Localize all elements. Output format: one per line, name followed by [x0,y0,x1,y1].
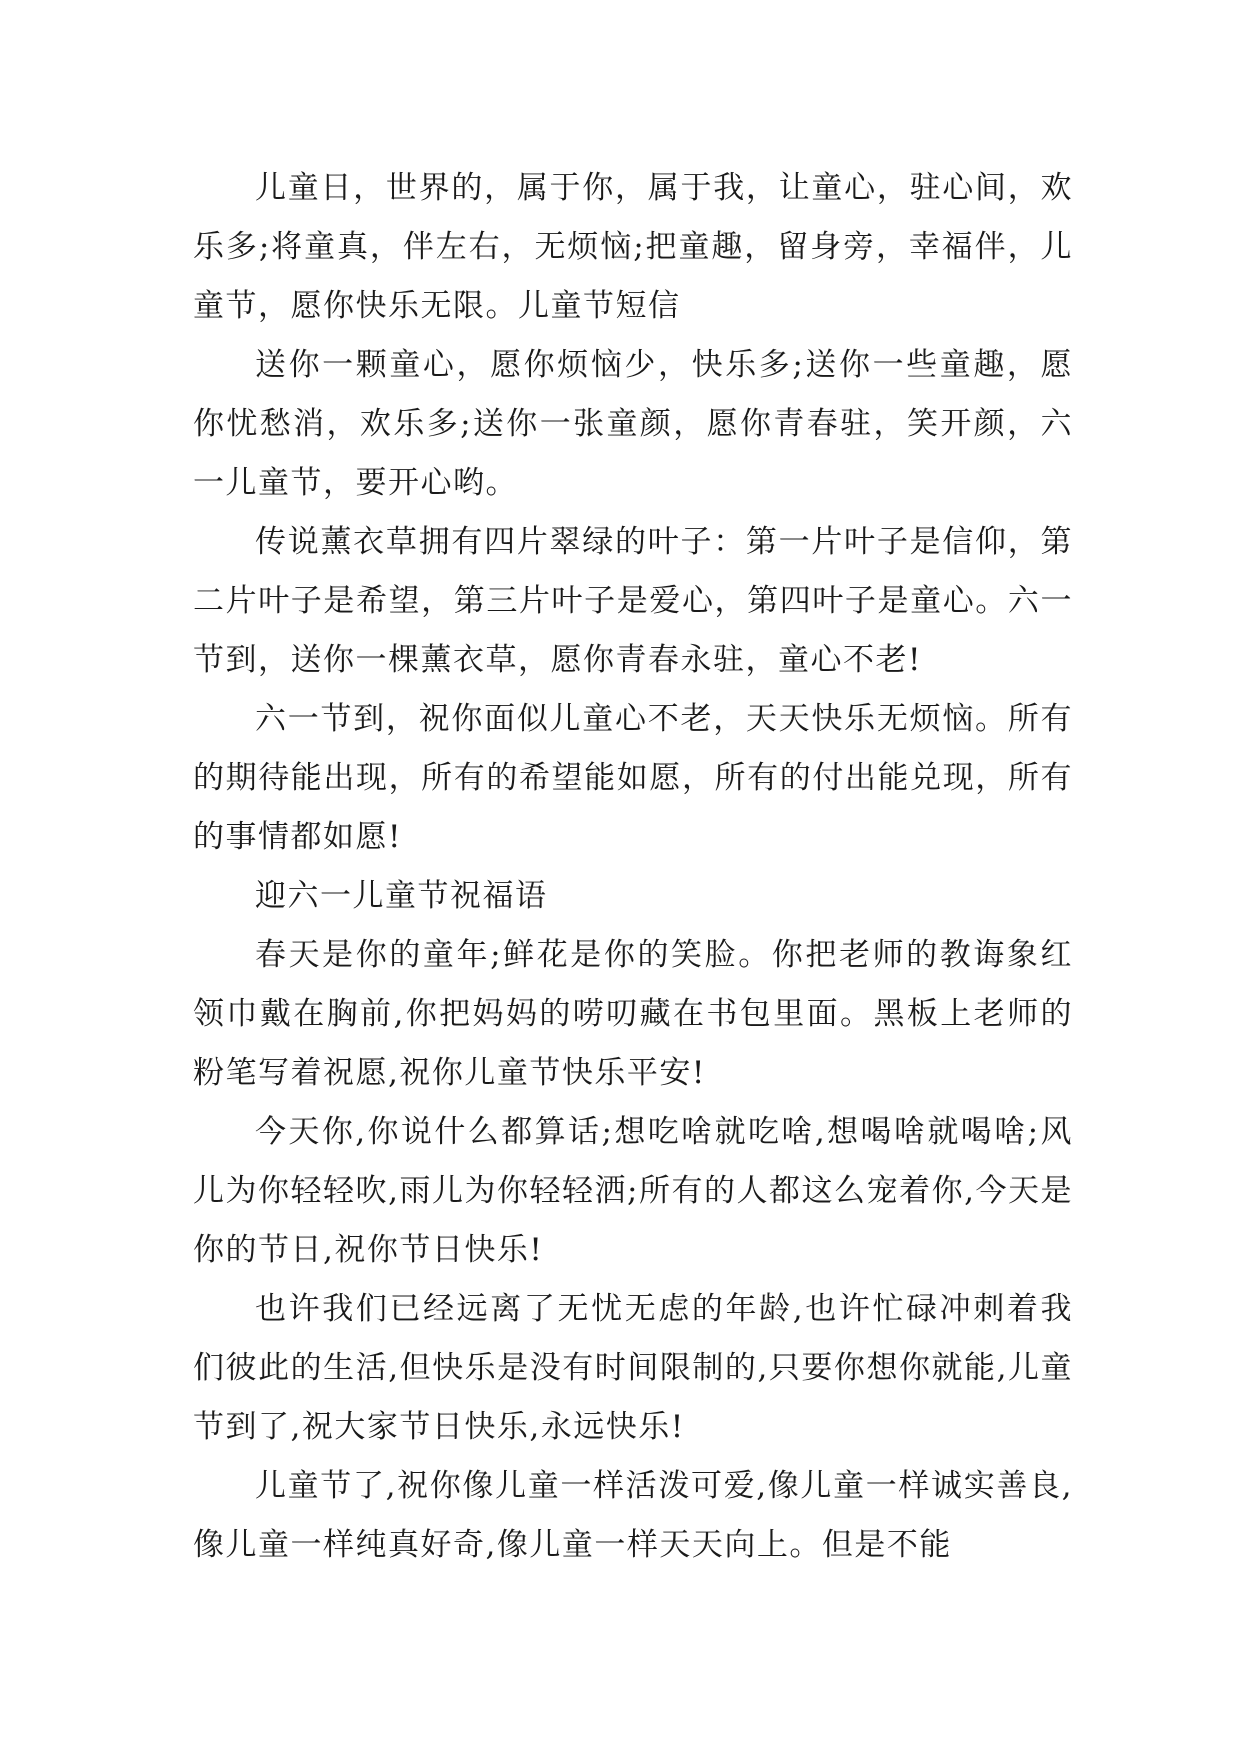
paragraph-5: 春天是你的童年;鲜花是你的笑脸。你把老师的教诲象红领巾戴在胸前,你把妈妈的唠叨藏在书包里面。黑板上老师的粉笔写着祝愿,祝你儿童节快乐平安! [193,937,1073,1091]
document-body [193,159,1073,1575]
paragraph-6: 今天你,你说什么都算话;想吃啥就吃啥,想喝啥就喝啥;风儿为你轻轻吹,雨儿为你轻轻洒;所有的人都这么宠着你,今天是你的节日,祝你节日快乐! [193,1114,1073,1268]
paragraph-8: 儿童节了,祝你像儿童一样活泼可爱,像儿童一样诚实善良,像儿童一样纯真好奇,像儿童一样天天向上。但是不能 [193,1468,1073,1563]
paragraph-4: 六一节到，祝你面似儿童心不老，天天快乐无烦恼。所有的期待能出现，所有的希望能如愿，所有的付出能兑现，所有的事情都如愿! [193,701,1073,855]
paragraph-2: 送你一颗童心，愿你烦恼少，快乐多;送你一些童趣，愿你忧愁消，欢乐多;送你一张童颜，愿你青春驻，笑开颜，六一儿童节，要开心哟。 [193,347,1073,501]
section-heading: 迎六一儿童节祝福语 [255,878,548,914]
paragraph-7: 也许我们已经远离了无忧无虑的年龄,也许忙碌冲刺着我们彼此的生活,但快乐是没有时间限制的,只要你想你就能,儿童节到了,祝大家节日快乐,永远快乐! [193,1291,1073,1445]
paragraph-1: 儿童日，世界的，属于你，属于我，让童心，驻心间，欢乐多;将童真，伴左右，无烦恼;把童趣，留身旁，幸福伴，儿童节，愿你快乐无限。儿童节短信 [193,170,1073,324]
paragraph-3: 传说薰衣草拥有四片翠绿的叶子：第一片叶子是信仰，第二片叶子是希望，第三片叶子是爱心，第四叶子是童心。六一节到，送你一棵薰衣草，愿你青春永驻，童心不老! [193,524,1073,678]
